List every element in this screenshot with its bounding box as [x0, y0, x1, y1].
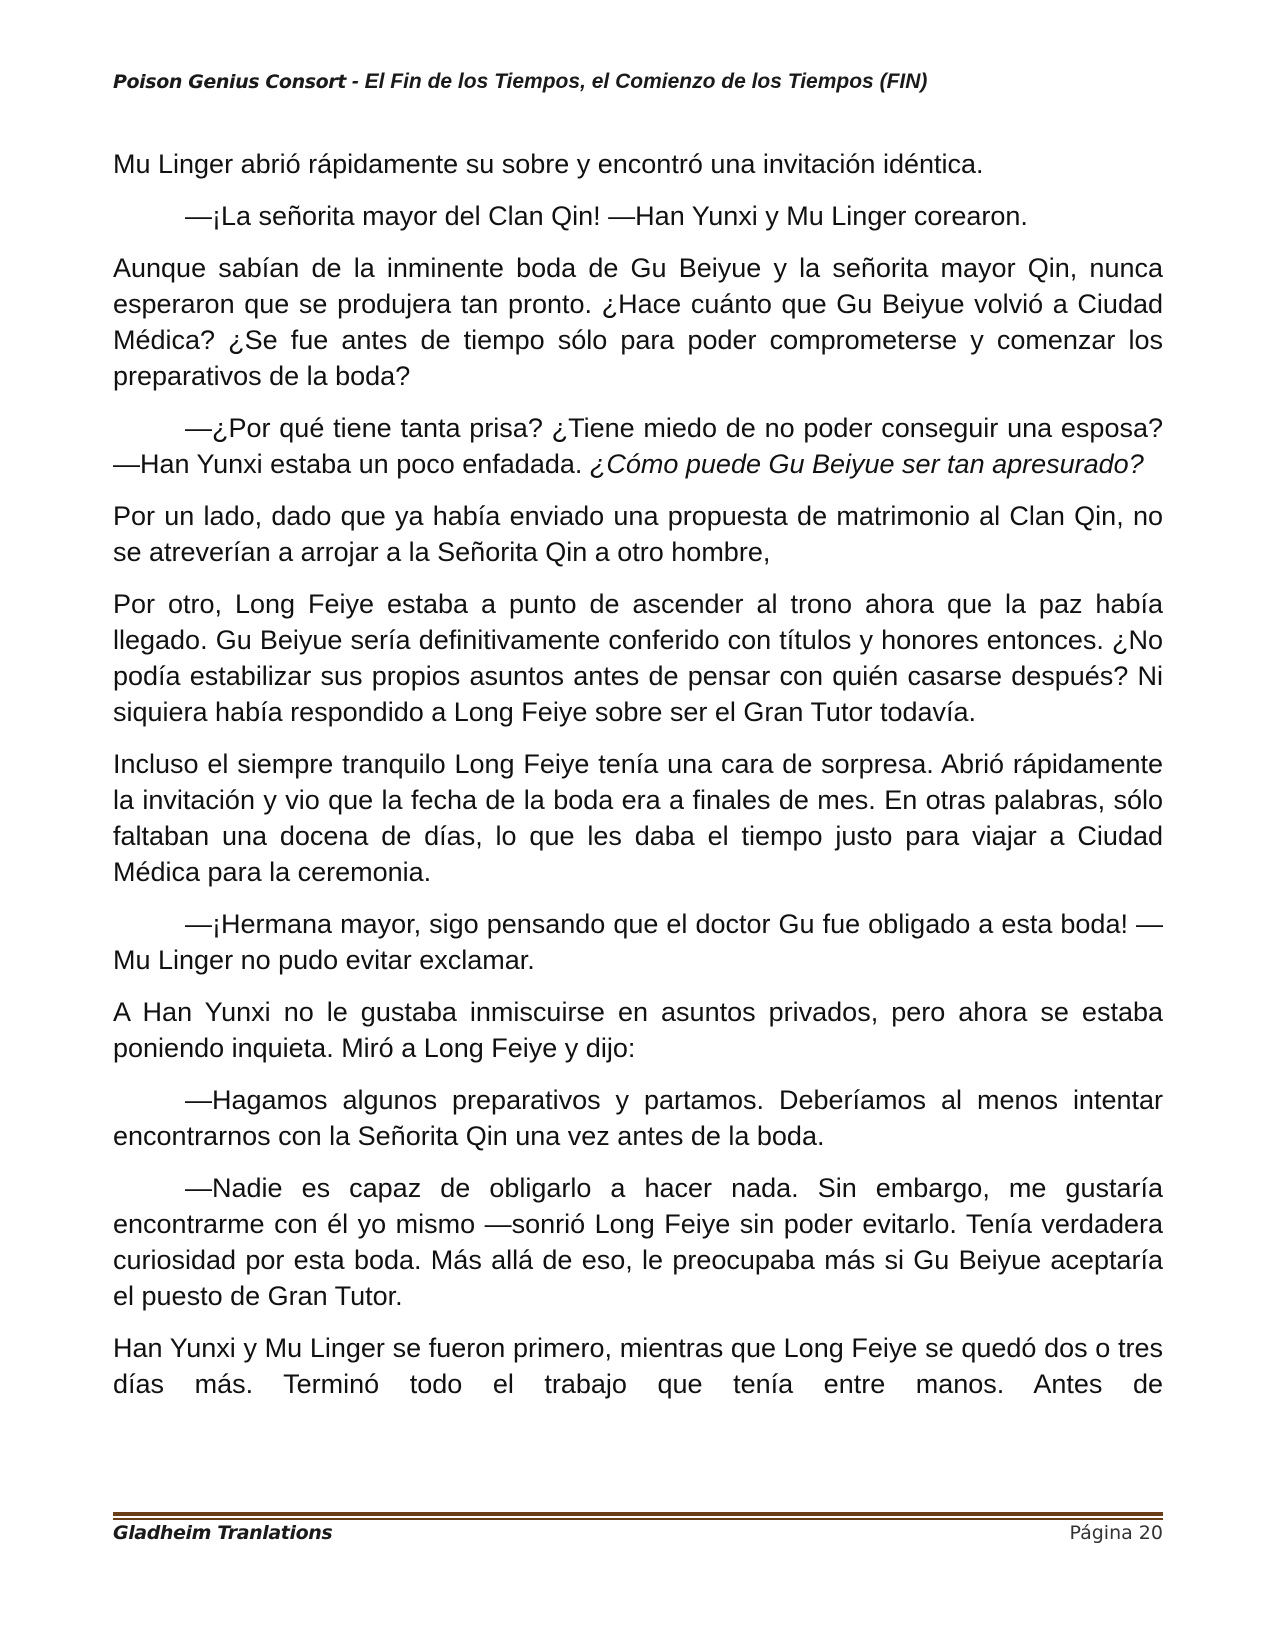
paragraph: Por otro, Long Feiye estaba a punto de ascender al trono ahora que la paz había llegado. Gu Beiyue sería definitivamente conferido con títulos y honores entonces. ¿No podía estabilizar sus propios asuntos antes de pensar con quién casarse después? Ni siquiera había respondido a Long Feiye sobre ser el Gran Tutor todavía.	[113, 589, 1163, 727]
paragraph-dialogue: —¡La señorita mayor del Clan Qin! —Han Yunxi y Mu Linger corearon.	[185, 201, 1028, 231]
page-number: Página 20	[1069, 1522, 1163, 1544]
paragraph: Por un lado, dado que ya había enviado una propuesta de matrimonio al Clan Qin, no se atreverían a arrojar a la Señorita Qin a otro hombre,	[113, 501, 1163, 567]
paragraph-continued: Han Yunxi y Mu Linger se fueron primero, mientras que Long Feiye se quedó dos o tres días más. Terminó todo el trabajo que tenía entre manos. Antes de	[113, 1333, 1163, 1399]
paragraph-dialogue: —¿Por qué tiene tanta prisa? ¿Tiene miedo de no poder conseguir una esposa? —Han Yunxi estaba un poco enfadada. ¿Cómo puede Gu Beiyue ser tan apresurado?	[113, 413, 1163, 479]
header-separator: -	[345, 70, 365, 93]
footer-publisher: Gladheim Tranlations	[113, 1522, 333, 1544]
paragraph: Aunque sabían de la inminente boda de Gu Beiyue y la señorita mayor Qin, nunca esperaron que se produjera tan pronto. ¿Hace cuánto que Gu Beiyue volvió a Ciudad Médica? ¿Se fue antes de tiempo sólo para poder comprometerse y comenzar los preparativos de la boda?	[113, 253, 1163, 391]
paragraph-dialogue: —¡Hermana mayor, sigo pensando que el doctor Gu fue obligado a esta boda! —Mu Linger no pudo evitar exclamar.	[113, 909, 1163, 975]
paragraph-dialogue: —Hagamos algunos preparativos y partamos. Deberíamos al menos intentar encontrarnos con la Señorita Qin una vez antes de la boda.	[113, 1085, 1163, 1151]
paragraph: Mu Linger abrió rápidamente su sobre y encontró una invitación idéntica.	[113, 149, 984, 179]
paragraph: Incluso el siempre tranquilo Long Feiye tenía una cara de sorpresa. Abrió rápidamente la invitación y vio que la fecha de la boda era a finales de mes. En otras palabras, sólo faltaban una docena de días, lo que les daba el tiempo justo para viajar a Ciudad Médica para la ceremonia.	[113, 749, 1163, 887]
running-header	[113, 70, 1163, 94]
paragraph-dialogue: —Nadie es capaz de obligarlo a hacer nada. Sin embargo, me gustaría encontrarme con él yo mismo —sonrió Long Feiye sin poder evitarlo. Tenía verdadera curiosidad por esta boda. Más allá de eso, le preocupaba más si Gu Beiyue aceptaría el puesto de Gran Tutor.	[113, 1173, 1163, 1311]
body-text	[113, 146, 1163, 1418]
header-chapter-title: El Fin de los Tiempos, el Comienzo de los Tiempos (FIN)	[364, 70, 928, 93]
footer-divider	[113, 1512, 1163, 1520]
header-series-title: Poison Genius Consort	[113, 71, 346, 93]
inner-thought: ¿Cómo puede Gu Beiyue ser tan apresurado?	[582, 449, 1144, 479]
paragraph: A Han Yunxi no le gustaba inmiscuirse en asuntos privados, pero ahora se estaba poniendo inquieta. Miró a Long Feiye y dijo:	[113, 997, 1163, 1063]
